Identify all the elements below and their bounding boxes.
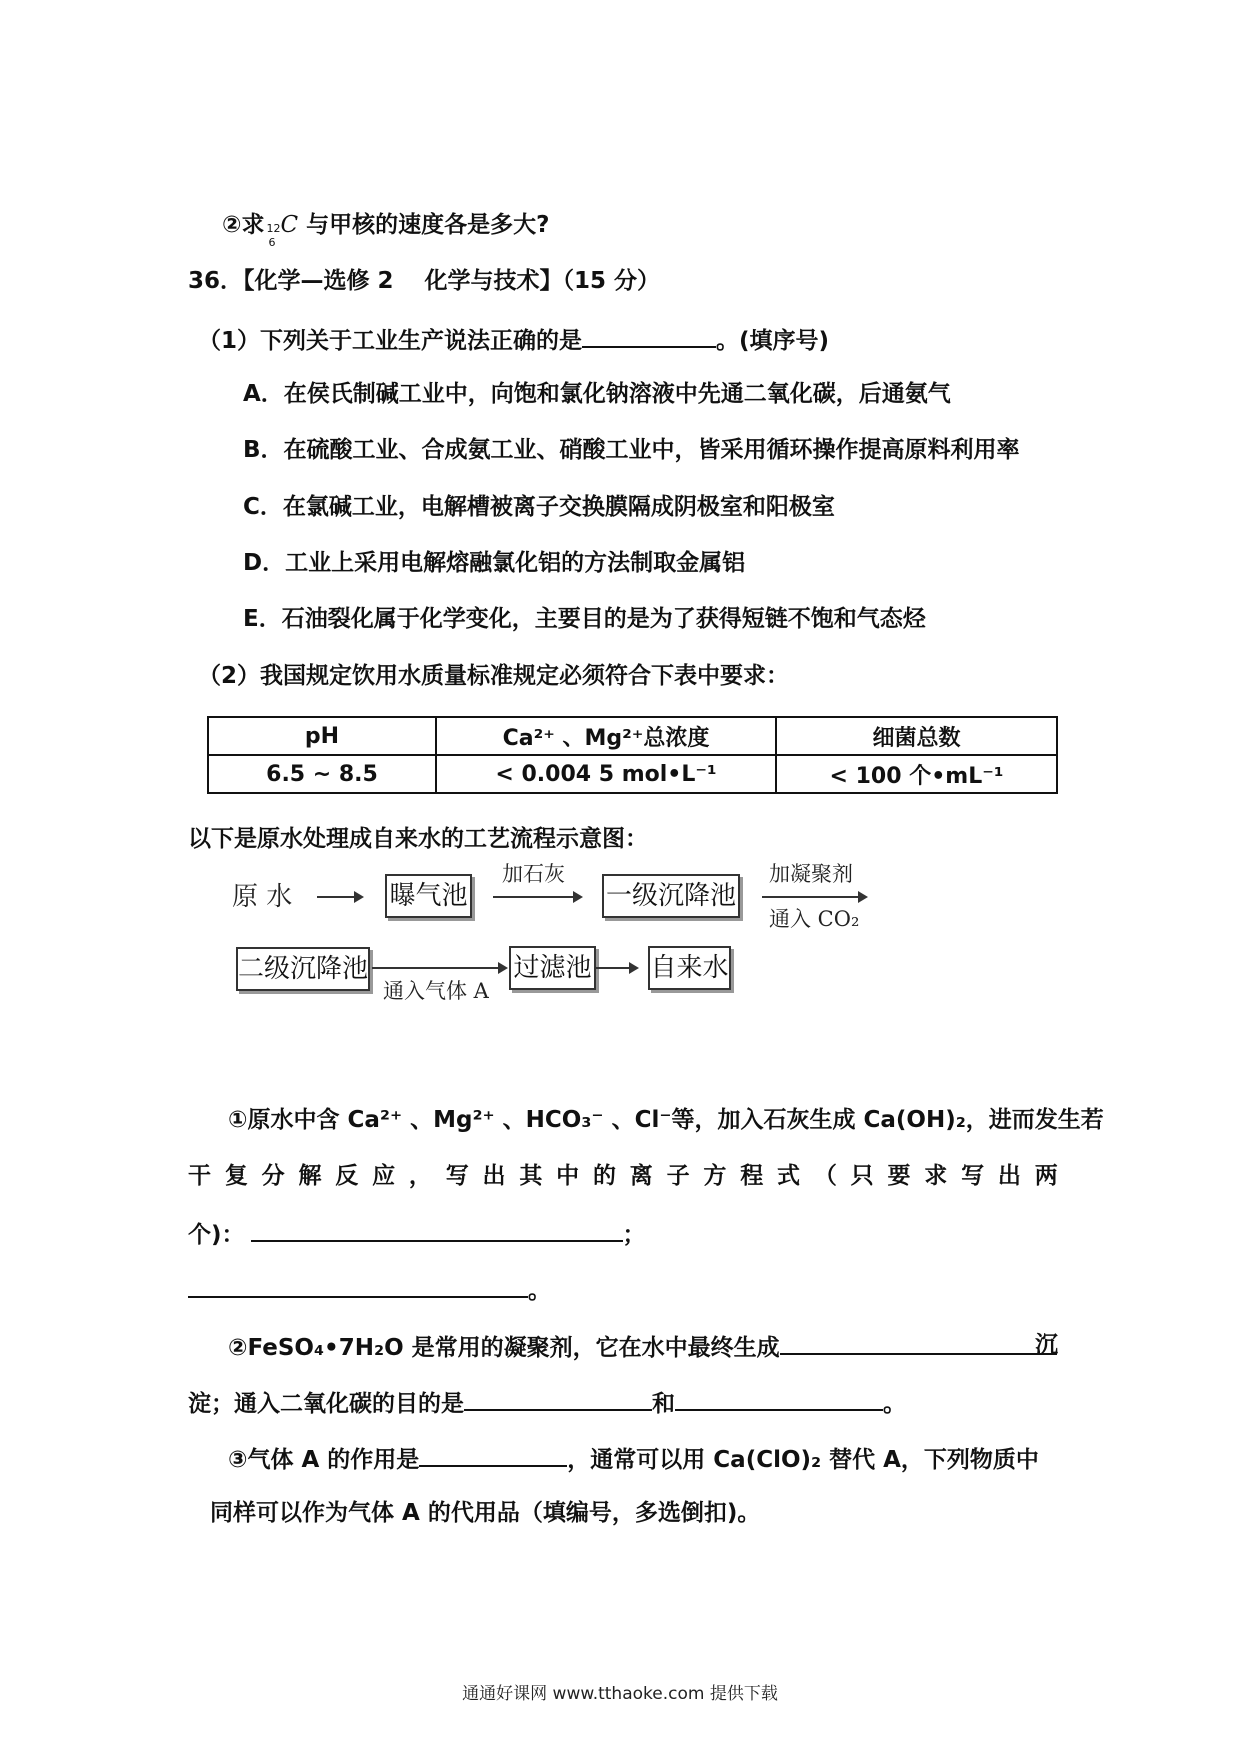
table-header-row (208, 717, 1057, 755)
header-ca-mg: Ca²⁺ 、Mg²⁺总浓度 (436, 717, 776, 755)
flow-arrow-3 (762, 896, 866, 898)
flow-tap-water: 自来水 (648, 946, 731, 990)
flow-filter-pool: 过滤池 (509, 946, 596, 990)
ionic-equation-blank-1[interactable] (251, 1216, 623, 1242)
header-bacteria: 细菌总数 (776, 717, 1057, 755)
sub2-prefix: ②FeSO₄•7H₂O 是常用的凝聚剂，它在水中最终生成 (228, 1335, 780, 1361)
co2-purpose-blank-1[interactable] (464, 1385, 652, 1411)
part1-answer-blank[interactable] (582, 322, 716, 348)
flow-primary-sedimentation: 一级沉降池 (602, 874, 740, 918)
flow-secondary-sedimentation: 二级沉降池 (236, 947, 370, 991)
flow-arrow-1 (317, 896, 362, 898)
isotope-mass-number: 12 (266, 221, 281, 235)
sub2-line2-suffix: 。 (883, 1391, 906, 1417)
flow-raw-water: 原 水 (232, 882, 293, 912)
carbon-isotope (264, 211, 281, 249)
flow-add-coagulant: 加凝聚剂 (769, 862, 853, 886)
sub1-line2: 干 复 分 解 反 应 ， 写 出 其 中 的 离 子 方 程 式 （ 只 要 求 写 出 两 (188, 1163, 1058, 1189)
sub3-line2: 同样可以作为气体 A 的代用品（填编号，多选倒扣)。 (210, 1500, 761, 1526)
value-ph: 6.5 ~ 8.5 (208, 755, 436, 793)
part1-suffix: 。(填序号) (716, 328, 830, 354)
sub2-line2-prefix: 淀；通入二氧化碳的目的是 (188, 1391, 464, 1417)
isotope-element: C (280, 212, 299, 238)
precipitate-blank[interactable] (780, 1329, 1057, 1355)
sub2-line2-mid: 和 (652, 1391, 675, 1417)
flow-add-co2: 通入 CO₂ (769, 907, 860, 931)
gas-a-role-blank[interactable] (419, 1441, 567, 1467)
prev-question-prefix: ②求 (222, 212, 265, 238)
sub3-suffix: ，通常可以用 Ca(ClO)₂ 替代 A，下列物质中 (567, 1447, 1039, 1473)
flow-arrow-4 (372, 967, 506, 969)
flow-arrow-5 (596, 967, 637, 969)
option-a: A．在侯氏制碱工业中，向饱和氯化钠溶液中先通二氧化碳，后通氨气 (243, 381, 951, 407)
table-row (208, 755, 1057, 793)
option-b: B．在硫酸工业、合成氨工业、硝酸工业中，皆采用循环操作提高原料利用率 (243, 437, 1020, 463)
isotope-atomic-number: 6 (268, 235, 276, 249)
sub1-line4-suffix: 。 (528, 1278, 551, 1304)
water-standard-table (207, 716, 1058, 794)
co2-purpose-blank-2[interactable] (675, 1385, 883, 1411)
sub1-line3-suffix: ； (622, 1222, 646, 1248)
part1-prompt (198, 322, 829, 357)
ionic-equation-blank-2[interactable] (188, 1272, 528, 1298)
option-e: E．石油裂化属于化学变化，主要目的是为了获得短链不饱和气态烃 (243, 606, 926, 632)
sub2-suffix: 沉 (1035, 1332, 1058, 1358)
flow-aeration-pool: 曝气池 (385, 874, 472, 918)
flow-arrow-2 (493, 896, 581, 898)
sub2-line1 (228, 1329, 1058, 1364)
part1-prefix: （1）下列关于工业生产说法正确的是 (198, 328, 583, 354)
prev-question-line (222, 209, 550, 249)
question-36-title: 36．【化学—选修 2 化学与技术】（15 分） (188, 268, 661, 294)
part2-prompt: （2）我国规定饮用水质量标准规定必须符合下表中要求： (198, 663, 790, 689)
sub1-line3-prefix: 个)： (188, 1222, 245, 1248)
sub1-line4 (188, 1272, 551, 1307)
option-c: C．在氯碱工业，电解槽被离子交换膜隔成阴极室和阳极室 (243, 494, 835, 520)
sub1-line3 (188, 1216, 646, 1251)
header-ph: pH (208, 717, 436, 755)
flow-add-lime: 加石灰 (502, 862, 565, 886)
value-bacteria: < 100 个•mL⁻¹ (776, 755, 1057, 793)
sub3-prefix: ③气体 A 的作用是 (228, 1447, 420, 1473)
value-ca-mg: < 0.004 5 mol•L⁻¹ (436, 755, 776, 793)
flow-intro: 以下是原水处理成自来水的工艺流程示意图： (188, 826, 648, 852)
prev-question-suffix: 与甲核的速度各是多大? (306, 212, 550, 238)
flow-add-gas-a: 通入气体 A (383, 979, 489, 1003)
sub2-line2 (188, 1385, 906, 1420)
sub3-line1 (228, 1441, 1058, 1476)
sub1-line1: ①原水中含 Ca²⁺ 、Mg²⁺ 、HCO₃⁻ 、Cl⁻等，加入石灰生成 Ca(OH)₂，进而发生若 (228, 1107, 1104, 1133)
page-footer: 通通好课网 www.tthaoke.com 提供下载 (462, 1684, 778, 1704)
option-d: D．工业上采用电解熔融氯化铝的方法制取金属铝 (243, 550, 746, 576)
